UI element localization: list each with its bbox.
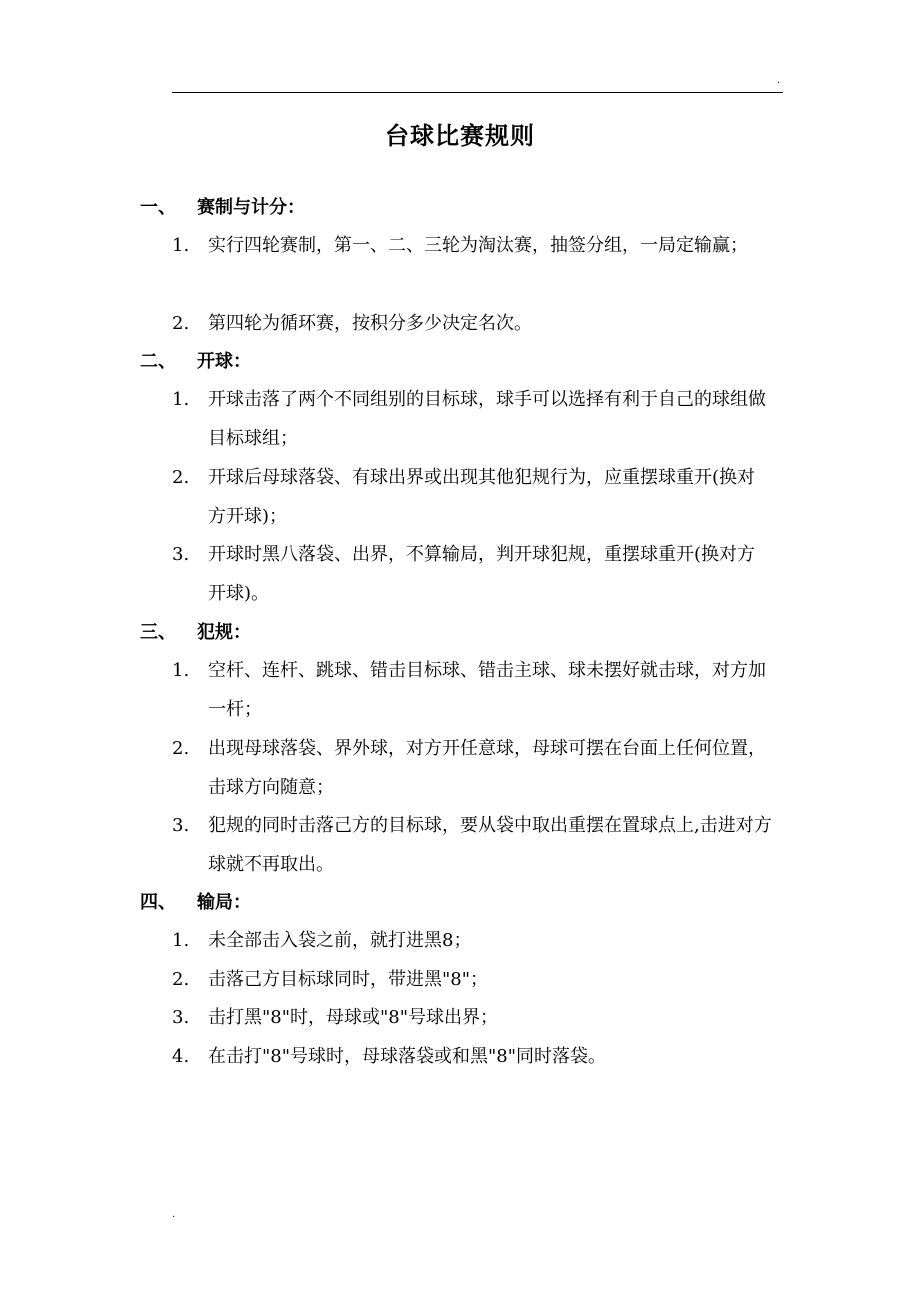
page-title: 台球比赛规则: [385, 122, 535, 150]
section-number: 二、: [140, 351, 176, 372]
list-item: [172, 459, 772, 536]
section-heading: [140, 884, 251, 922]
item-text: 击打黑"8"时，母球或"8"号球出界；: [208, 1007, 499, 1028]
list-item: [172, 536, 772, 613]
item-number: 2.: [172, 969, 190, 990]
section-number: 一、: [140, 197, 176, 218]
section-number: 三、: [140, 622, 176, 643]
list-item: [172, 652, 772, 729]
item-number: 1.: [172, 930, 190, 951]
item-text: 开球时黑八落袋、出界，不算输局，判开球犯规，重摆球重开(换对方开球)。: [208, 544, 756, 604]
section-heading: [140, 189, 305, 227]
item-number: 4.: [172, 1046, 190, 1067]
item-number: 3.: [172, 815, 190, 836]
footer-mark: .: [172, 1209, 176, 1220]
section-label: 开球：: [197, 351, 251, 372]
list-item: [172, 999, 772, 1038]
section-number: 四、: [140, 892, 176, 913]
header-rule: [172, 92, 783, 93]
item-text: 开球后母球落袋、有球出界或出现其他犯规行为，应重摆球重开(换对方开球)；: [208, 467, 756, 527]
section-label: 赛制与计分：: [197, 197, 305, 218]
list-item: [172, 1038, 772, 1077]
section-label: 犯规：: [197, 622, 251, 643]
item-number: 3.: [172, 1007, 190, 1028]
item-number: 2.: [172, 738, 190, 759]
item-number: 3.: [172, 544, 190, 565]
item-text: 出现母球落袋、界外球，对方开任意球，母球可摆在台面上任何位置，击球方向随意；: [208, 738, 766, 798]
list-item: [172, 922, 772, 961]
header-mark: .: [777, 75, 781, 86]
item-text: 开球击落了两个不同组别的目标球，球手可以选择有利于自己的球组做目标球组；: [208, 389, 766, 449]
list-item: [172, 807, 772, 884]
section-heading: [140, 614, 251, 652]
section-heading: [140, 343, 251, 381]
list-item: [172, 227, 772, 266]
list-item: [172, 961, 772, 1000]
item-text: 空杆、连杆、跳球、错击目标球、错击主球、球未摆好就击球，对方加一杆；: [208, 660, 766, 720]
list-item: [172, 305, 772, 344]
item-text: 击落己方目标球同时，带进黑"8"；: [208, 969, 489, 990]
item-text: 在击打"8"号球时，母球落袋或和黑"8"同时落袋。: [208, 1046, 607, 1067]
item-number: 2.: [172, 467, 190, 488]
section-label: 输局：: [197, 892, 251, 913]
item-number: 1.: [172, 660, 190, 681]
item-text: 犯规的同时击落己方的目标球，要从袋中取出重摆在置球点上,击进对方球就不再取出。: [208, 815, 772, 875]
item-text: 第四轮为循环赛，按积分多少决定名次。: [208, 313, 532, 334]
list-item: [172, 730, 772, 807]
item-number: 2.: [172, 313, 190, 334]
item-number: 1.: [172, 389, 190, 410]
item-text: 实行四轮赛制，第一、二、三轮为淘汰赛，抽签分组，一局定输赢；: [208, 235, 748, 256]
item-text: 未全部击入袋之前，就打进黑8；: [208, 930, 472, 951]
list-item: [172, 381, 772, 458]
item-number: 1.: [172, 235, 190, 256]
